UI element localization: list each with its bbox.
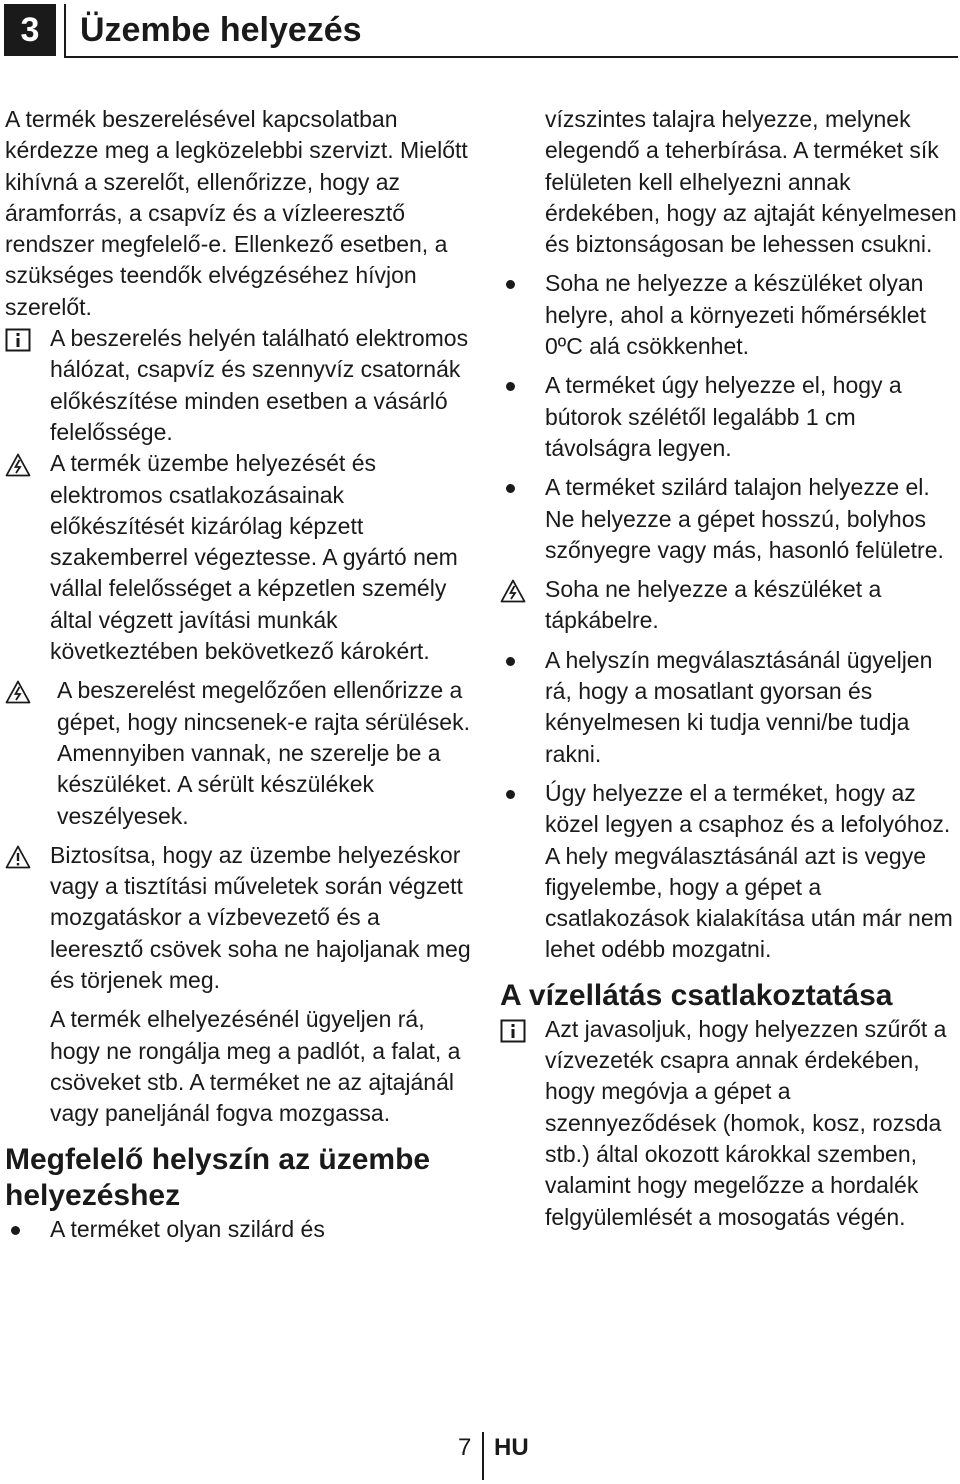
bullet-item: A terméket szilárd talajon helyezze el. Ne helyezze a gépet hosszú, bolyhos szőnyegre vagy más, hasonló felületre. (500, 472, 958, 566)
shock-warning-2-text: A beszerelést megelőzően ellenőrizze a gépet, hogy nincsenek-e rajta sérülések. Amennyiben vannak, ne szerelje be a készüléket. A sérült készülékek veszélyesek. (57, 677, 470, 829)
bullet-item: Soha ne helyezze a készüléket olyan helyre, ahol a környezeti hőmérséklet 0ºC alá csökkenhet. (500, 268, 958, 362)
shock-warning-2 (5, 675, 475, 831)
info-note-text: Azt javasoljuk, hogy helyezzen szűrőt a vízvezeték csapra annak érdekében, hogy megóvja a gépet a szennyeződések (homok, kosz, rozsda stb.) által okozott károkkal szemben, valamint hogy megelőzze a hordalék felgyülemlését a mosogatás végén. (545, 1015, 947, 1230)
footer-divider (482, 1432, 484, 1480)
electric-shock-warning-icon (5, 453, 31, 477)
electric-shock-warning-icon (5, 680, 31, 704)
section-heading-location: Megfelelő helyszín az üzembe helyezéshez (5, 1142, 431, 1212)
info-icon (5, 328, 31, 352)
info-note-text: A beszerelés helyén található elektromos hálózat, csapvíz és szennyvíz csatornák előkészítése minden esetben a vásárló felelőssége. (50, 325, 469, 445)
caution-triangle-icon (5, 845, 31, 869)
page-number: 7 (458, 1434, 472, 1461)
caution-text: Biztosítsa, hogy az üzembe helyezéskor vagy a tisztítási műveletek során végzett mozgatáskor a vízbevezető és a leeresztő csövek soha ne hajoljanak meg és törjenek meg. (50, 841, 471, 994)
section-heading-water-supply: A vízellátás csatlakoztatása (500, 978, 893, 1012)
caution-continuation: A termék elhelyezésénél ügyeljen rá, hogy ne rongálja meg a padlót, a falat, a csöveket stb. A terméket ne az ajtajánál vagy paneljánál fogva mozgassa. (50, 1006, 461, 1127)
bullet-item: Úgy helyezze el a terméket, hogy az közel legyen a csaphoz és a lefolyóhoz. A hely megválasztásánál azt is vegye figyelembe, hogy a gépet a csatlakozások kialakítása után már nem lehet odébb mozgatni. (500, 778, 958, 966)
left-column (5, 104, 475, 1245)
intro-paragraph: A termék beszerelésével kapcsolatban kérdezze meg a legközelebbi szervizt. Mielőtt kihívná a szerelőt, ellenőrizze, hogy az áramforrás, a csapvíz és a vízleeresztő rendszer megfelelő-e. Ellenkező esetben, a szükséges teendők elvégzéséhez hívjon szerelőt. (5, 106, 468, 320)
info-icon (500, 1019, 526, 1043)
bullet-item: A terméket úgy helyezze el, hogy a bútorok szélétől legalább 1 cm távolságra legyen. (500, 370, 958, 464)
info-note (5, 323, 475, 448)
shock-warning (5, 448, 475, 667)
info-note (500, 1014, 958, 1233)
chapter-number-badge: 3 (4, 4, 56, 56)
caution-note (5, 840, 475, 996)
electric-shock-warning-icon (500, 579, 526, 603)
bullet-item: A terméket olyan szilárd és (5, 1214, 475, 1245)
header-rule (66, 56, 958, 58)
right-column (500, 104, 958, 1233)
shock-warning-text: A termék üzembe helyezését és elektromos csatlakozásainak előkészítését kizárólag képzett szakemberrel végeztesse. A gyártó nem vállal felelősséget a képzetlen személy által végzett javítási munkák következtében bekövetkező károkért. (50, 450, 458, 665)
language-code: HU (494, 1434, 529, 1461)
chapter-title: Üzembe helyezés (80, 11, 362, 49)
bullet-item: A helyszín megválasztásánál ügyeljen rá, hogy a mosatlant gyorsan és kényelmesen ki tudja venni/be tudja rakni. (500, 645, 958, 770)
header-divider (64, 4, 66, 58)
bullet-continuation: vízszintes talajra helyezze, melynek elegendő a teherbírása. A terméket sík felületen kell elhelyezni annak érdekében, hogy az ajtaját kényelmesen és biztonságosan be lehessen csukni. (545, 106, 957, 258)
shock-warning (500, 574, 958, 637)
shock-warning-text: Soha ne helyezze a készüléket a tápkábelre. (545, 576, 882, 634)
chapter-header (4, 4, 958, 58)
